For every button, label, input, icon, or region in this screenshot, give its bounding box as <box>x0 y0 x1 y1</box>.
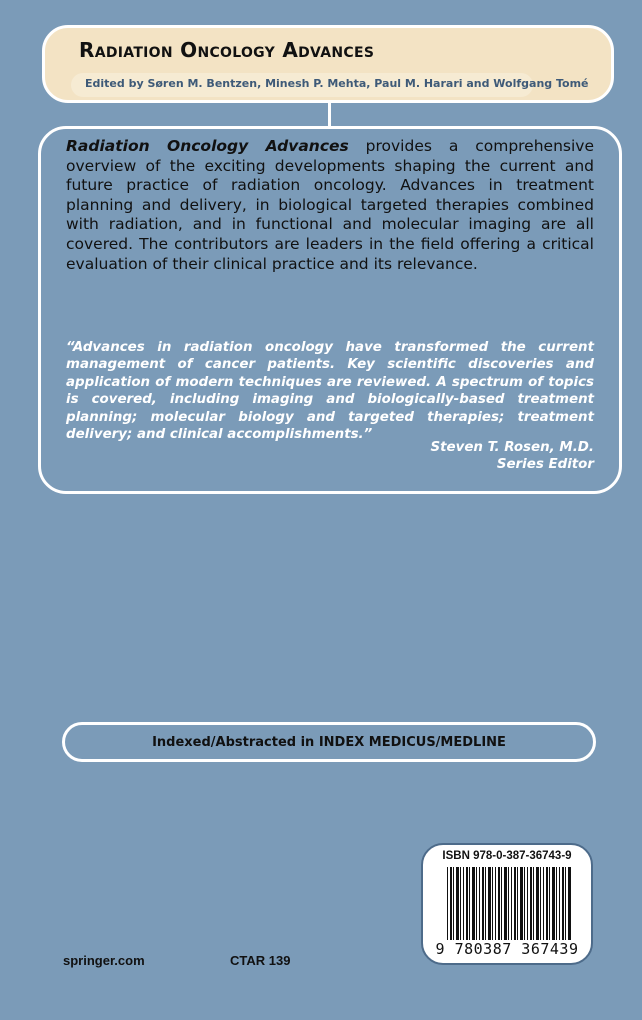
quote-author: Steven T. Rosen, M.D. <box>430 440 594 455</box>
series-title: Radiation Oncology Advances <box>79 38 375 62</box>
barcode-number: 9 780387 367439 <box>435 940 579 958</box>
quote-role: Series Editor <box>496 457 594 472</box>
editors-text: Edited by Søren M. Bentzen, Minesh P. Mehta, Paul M. Harari and Wolfgang Tomé <box>85 77 589 90</box>
catalog-code: CTAR 139 <box>230 953 291 968</box>
description-text <box>66 137 594 274</box>
endorsement-quote: “Advances in radiation oncology have transformed the current management of cancer patients. Key scientific discoveries and application of modern techniques are reviewed. A spectrum of topics is covered, including imaging and biologically-based treatment planning; molecular biology and targeted therapies; treatment delivery; and clinical accomplishments.” <box>66 340 594 443</box>
barcode-icon <box>447 867 571 947</box>
publisher-website: springer.com <box>63 953 145 968</box>
indexed-banner <box>62 722 596 762</box>
description-body: provides a comprehensive overview of the exciting developments shaping the current and future practice of radiation oncology. Advances in treatment planning and delivery, in biological targeted therapies combined with radiation, and in functional and molecular imaging are all covered. The contributors are leaders in the field offering a critical evaluation of their clinical practice and its relevance. <box>66 137 594 273</box>
series-header <box>42 25 614 103</box>
editors-banner <box>71 73 589 97</box>
indexed-text: Indexed/Abstracted in INDEX MEDICUS/MEDLINE <box>152 734 506 750</box>
connector-line <box>328 103 331 127</box>
quote-attribution <box>430 439 594 473</box>
description-panel <box>38 126 622 494</box>
isbn-label: ISBN 978-0-387-36743-9 <box>442 850 572 862</box>
description-title: Radiation Oncology Advances <box>66 137 349 155</box>
isbn-barcode <box>421 843 593 965</box>
barcode-digits <box>423 940 591 958</box>
